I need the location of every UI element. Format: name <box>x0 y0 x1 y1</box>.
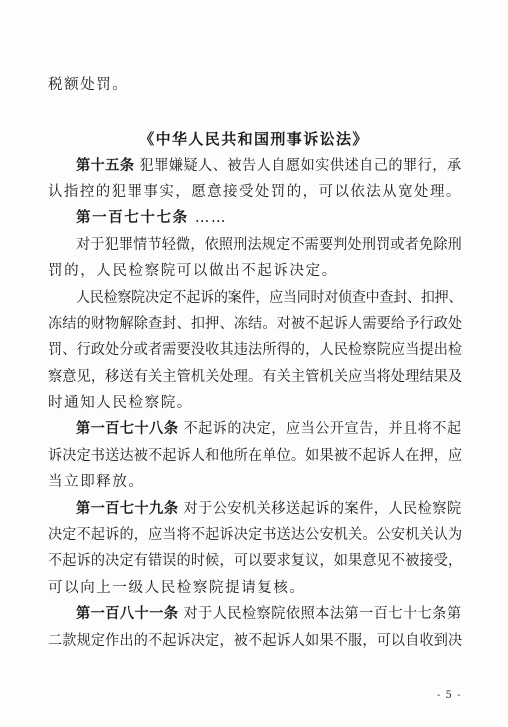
paragraph-line <box>76 208 227 228</box>
paragraph-text: 当立即释放。 <box>48 474 145 490</box>
paragraph-line <box>76 419 462 439</box>
paragraph-text: 可以向上一级人民检察院提请复核。 <box>48 580 306 596</box>
paragraph-line <box>48 314 462 334</box>
law-title: 《中华人民共和国刑事诉讼法》 <box>139 130 369 148</box>
article-number: 第一百七十八条 <box>76 420 179 437</box>
article-number: 第一百八十一条 <box>76 605 179 622</box>
paragraph-text: 二款规定作出的不起诉决定，被不起诉人如果不服，可以自收到决 <box>48 633 463 649</box>
paragraph-text: 人民检察院决定不起诉的案件，应当同时对侦查中查封、扣押、 <box>76 290 463 306</box>
paragraph-text: 对于人民检察院依照本法第一百七十七条第 <box>178 606 462 622</box>
paragraph-line <box>76 156 462 176</box>
paragraph-text: 对于犯罪情节轻微，依照刑法规定不需要判处刑罚或者免除刑 <box>76 237 462 253</box>
paragraph-line <box>48 393 193 413</box>
intro-line <box>48 75 129 95</box>
paragraph-text: 不起诉的决定，应当公开宣告，并且将不起 <box>178 421 462 437</box>
paragraph-line <box>76 604 462 624</box>
article-number: 第一百七十九条 <box>76 500 179 517</box>
paragraph-text: 诉决定书送达被不起诉人和他所在单位。如果被不起诉人在押，应 <box>48 448 463 464</box>
paragraph-text: 不起诉的决定有错误的时候，可以要求复议，如果意见不被接受， <box>48 553 463 569</box>
paragraph-text: 决定不起诉的，应当将不起诉决定书送达公安机关。公安机关认为 <box>48 527 463 543</box>
paragraph-line <box>48 446 462 466</box>
paragraph-text: 认指控的犯罪事实，愿意接受处罚的，可以依法从宽处理。 <box>48 184 462 200</box>
paragraph-text: 罚、行政处分或者需要没收其违法所得的，人民检察院应当提出检 <box>48 342 463 358</box>
paragraph-line <box>76 499 462 519</box>
paragraph-line <box>48 578 306 598</box>
paragraph-line <box>48 472 145 492</box>
paragraph-text: 时通知人民检察院。 <box>48 395 193 411</box>
paragraph-line <box>48 525 462 545</box>
paragraph-line <box>48 551 462 571</box>
paragraph-line <box>48 261 338 281</box>
paragraph-text: 察意见，移送有关主管机关处理。有关主管机关应当将处理结果及 <box>48 369 463 385</box>
paragraph-line <box>48 631 462 651</box>
paragraph-line <box>48 367 462 387</box>
article-number: 第一百七十七条 <box>76 209 189 226</box>
paragraph-line <box>76 235 462 255</box>
paragraph-line <box>48 182 462 202</box>
paragraph-text: …… <box>188 210 228 226</box>
paragraph-line <box>76 288 462 308</box>
paragraph-text: 对于公安机关移送起诉的案件，人民检察院 <box>178 501 462 517</box>
intro-text: 税额处罚。 <box>48 77 129 93</box>
page-number: - 5 - <box>437 690 462 701</box>
article-number: 第十五条 <box>76 157 135 174</box>
paragraph-line <box>48 340 462 360</box>
paragraph-text: 犯罪嫌疑人、被告人自愿如实供述自己的罪行，承 <box>134 158 462 174</box>
paragraph-text: 冻结的财物解除查封、扣押、冻结。对被不起诉人需要给予行政处 <box>48 316 463 332</box>
paragraph-text: 罚的，人民检察院可以做出不起诉决定。 <box>48 263 338 279</box>
